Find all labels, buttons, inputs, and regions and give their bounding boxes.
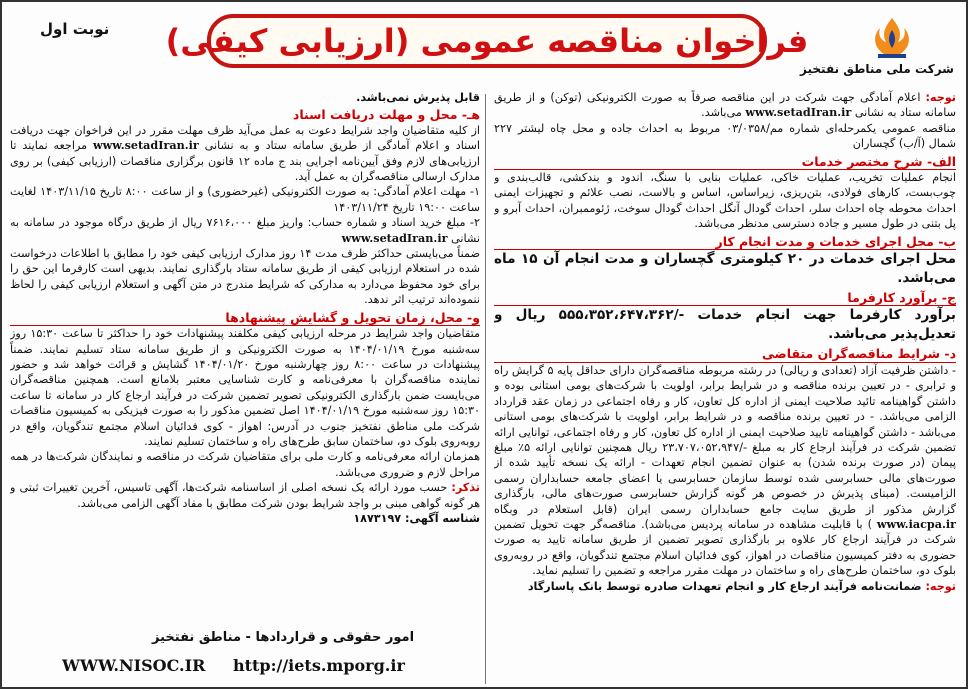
footer-links bbox=[62, 656, 462, 675]
section-d-body: - داشتن ظرفیت آزاد (تعدادی و ریالی) در رشته مربوطه مناقصه‌گران دارای حداقل پایه ۵ گرایش راه و ترابری - در تعیین برنده مناقصه و در شرایط برابر، اولویت با شرکت‌های بومی استانی بوده و داشتن گواهینامه تائید صلاحیت ایمنی از اداره کل تعاون، کار و رفاه اجتماعی در زمان عقد قرارداد الزامی می‌باشد. - در تعیین برنده مناقصه و در شرایط برابر، اولویت با شرکت‌های بومی استانی می‌باشد - داشتن گواهینامه تایید صلاحیت ایمنی از اداره کل تعاون، کار و رفاه اجتماعی، توانایی ارائه تضمین شرکت در فرآیند ارجاع کار به مبلغ -/۲۳،۷۰۷،۰۵۲،۹۴۷ ریال همچنین توانایی ارائه ۵٪ مبلغ پیمان (در صورت برنده شدن) به عنوان تضمین انجام تعهدات - ارائه یک نسخه تأیید شده از صورت‌های مالی حسابرسی شده توسط سازمان حسابرسی یا اعضای جامعه حسابداران رسمی الزامیست. (مبنای پذیرش در خصوص هر گونه گزارش حسابرسی صورت‌های مالی، بارگذاری گزارش مذکور از طریق سایت جامع حسابداران رسمی ایران (قابل استعلام در وبگاه bbox=[494, 363, 956, 516]
left-column bbox=[10, 90, 480, 688]
section-d-title: د- شرایط مناقصه‌گران متقاضی bbox=[494, 346, 956, 362]
header bbox=[2, 2, 966, 90]
iets-link[interactable]: http://iets.mporg.ir bbox=[232, 656, 405, 675]
guarantee-note-label: توجه: bbox=[925, 579, 956, 593]
section-b-title: ب- محل اجرای خدمات و مدت انجام کار bbox=[494, 234, 956, 250]
section-d-text bbox=[494, 363, 956, 579]
setad-link[interactable]: www.setadIran.ir bbox=[745, 105, 852, 120]
attention-label: توجه: bbox=[925, 91, 956, 104]
section-e-body: از کلیه متقاضیان واجد شرایط دعوت به عمل می‌آید ظرف مهلت مقرر در این فراخوان جهت دریافت اسناد و اعلام آمادگی از طریق سامانه ستاد و به نشانی bbox=[10, 123, 480, 153]
section-e-text-3: ضمناً می‌بایستی حداکثر ظرف مدت ۱۴ روز مدارک ارزیابی کیفی خود را مطابق با اطلاعات درخواست شده در استعلام ارزیابی کیفی از طریق سامانه ستاد بارگذاری نمایند. بدیهی است کارفرما این حق را برای خود محفوظ می‌دارد به مدارکی که شرایط مندرج در متن آگهی و استعلام ارزیابی کیفی را لحاظ ننموده‌اند ترتیب اثر ندهد. bbox=[10, 247, 480, 307]
attention-text: اعلام آمادگی جهت شرکت در این مناقصه صرفاً به صورت الکترونیکی (توکن) و از طریق سامانه ستاد به نشانی bbox=[494, 91, 956, 120]
section-f-title: و- محل، زمان تحویل و گشایش پیشنهادها bbox=[10, 310, 480, 326]
section-e-item-2-text: ۲- مبلغ خرید اسناد و شماره حساب: واریز مبلغ ۷۶۱۶،۰۰۰ ریال از طریق درگاه موجود در سامانه به نشانی bbox=[10, 216, 480, 245]
section-a-text: انجام عملیات تخریب، عملیات خاکی، عملیات بنایی با سنگ، اندود و بندکشی، قالب‌بندی و چوب‌بست، کارهای فولادی، بتن‌ریزی، زیراساس، اساس و بالاست، نصب علائم و تجهیزات ایمنی احداث محوطه چاه احداث سلر، احداث گودال آنگل احداث گودال سوخت، ژئوممبران، احداث آبرو و پل بتنی در طول مسیر و جاده دسترسی مدنظر می‌باشد. bbox=[494, 171, 956, 231]
iacpa-link[interactable]: www.iacpa.ir bbox=[876, 516, 956, 531]
attention-tail: می‌باشد. bbox=[701, 106, 742, 120]
reminder bbox=[10, 480, 480, 511]
section-e-item-1: ۱- مهلت اعلام آمادگی: به صورت الکترونیکی (غیرحضوری) و از ساعت ۸:۰۰ تاریخ ۱۴۰۳/۱۱/۱۵ لغایت ساعت ۱۹:۰۰ تاریخ ۱۴۰۳/۱۱/۲۴ bbox=[10, 185, 480, 214]
tender-number: مناقصه عمومی یکمرحله‌ای شماره مم/۰۳/۰۳۵۸ مربوط به احداث جاده و محل چاه لیشتر ۲۲۷ شمال (آ/ب) گچساران bbox=[494, 121, 956, 151]
section-a-title: الف- شرح مختصر خدمات bbox=[494, 154, 956, 170]
guarantee-note-text: ضمانت‌نامه فرآیند ارجاع کار و انجام تعهدات صادره توسط بانک پاسارگاد bbox=[527, 579, 922, 593]
section-b-text: محل اجرای خدمات در ۲۰ کیلومتری گچساران و مدت انجام آن ۱۵ ماه می‌باشد. bbox=[494, 251, 956, 287]
footer-organization: امور حقوقی و قراردادها - مناطق نفتخیز bbox=[152, 630, 415, 645]
notice-id: شناسه آگهی: ۱۸۷۳۱۹۷ bbox=[353, 511, 480, 525]
reminder-text: حسب مورد ارائه یک نسخه اصلی از اساسنامه شرکت‌ها، آگهی تاسیس، آخرین تغییرات ثبتی و هر گونه گواهی مبنی بر واجد شرایط بودن شرکت مطابق با مفاد آگهی الزامی می‌باشد. bbox=[10, 481, 480, 510]
company-name: شرکت ملی مناطق نفتخیز bbox=[800, 62, 954, 76]
continued-text: قابل پذیرش نمی‌باشد. bbox=[356, 91, 480, 104]
round-badge: نوبت اول bbox=[40, 20, 110, 38]
page-title: فراخوان مناقصه عمومی (ارزیابی کیفی) bbox=[165, 22, 809, 60]
title-banner bbox=[165, 14, 809, 68]
column-divider bbox=[485, 94, 486, 684]
setad-link-3[interactable]: www.setadIran.ir bbox=[341, 230, 448, 245]
guarantee-note bbox=[494, 579, 956, 594]
section-e-body-2: مراجعه نمایند تا ارزیابی‌های لازم وفق آیین‌نامه اجرایی بند ج ماده ۱۲ قانون برگزاری مناقصات (ارزیابی کیفی) بر روی مدارک ارسالی مناقصه‌گران به عمل آید. bbox=[10, 139, 480, 184]
reminder-label: تذکر: bbox=[451, 481, 480, 495]
section-e-title: هـ- محل و مهلت دریافت اسناد bbox=[292, 107, 480, 123]
right-column bbox=[494, 90, 956, 688]
section-e-text bbox=[10, 123, 480, 185]
nisoc-link[interactable]: WWW.NISOC.IR bbox=[62, 656, 206, 675]
section-f-text-2: همزمان ارائه معرفی‌نامه و کارت ملی برای متقاضیان شرکت در مناقصه و نمایندگان شرکت‌ها در همه مراحل لازم و ضروری می‌باشد. bbox=[10, 450, 480, 479]
section-d-body-2: ) با قابلیت مشاهده در سامانه پردیس می‌باشد). مناقصه‌گر جهت تحویل تضمین شرکت در فرآیند ارجاع کار علاوه بر بارگذاری تصویر تضمین از طریق سامانه تایید به صورت حضوری به دفتر کمیسیون مناقصات در اهواز، کوی فدائیان اسلام مجتمع تندگویان، واقع در روبه‌روی بلوک دو، ساختمان طرح‌های راه و ساختمان در مهلت مقرر مراجعه و تضمین را تسلیم نماید. bbox=[494, 517, 956, 578]
setad-link-2[interactable]: www.setadIran.ir bbox=[92, 138, 199, 153]
section-e-item-2 bbox=[10, 215, 480, 246]
attention-paragraph bbox=[494, 90, 956, 121]
section-c-title: ج- برآورد کارفرما bbox=[494, 290, 956, 306]
section-f-text: متقاضیان واجد شرایط در مرحله ارزیابی کیفی مکلفند پیشنهادات خود را حداکثر تا ساعت ۱۵:۳۰ روز سه‌شنبه مورخ ۱۴۰۴/۰۱/۱۹ به صورت الکترونیکی و از طریق سامانه ستاد تسلیم نمایند. ضمناً پیشنهادات در ساعت ۸:۰۰ روز چهارشنبه مورخ ۱۴۰۴/۰۱/۲۰ گشایش و قرائت خواهد شد و حضور نماینده مناقصه‌گران با معرفی‌نامه و کارت شناسایی معتبر بلامانع است. همچنین مناقصه‌گران می‌بایست ضمن بارگذاری الکترونیکی تصویر تضمین شرکت در فرآیند ارجاع کار در سامانه تا ساعت ۱۵:۳۰ روز سه‌شنبه مورخ ۱۴۰۴/۰۱/۱۹ اصل تضمین مذکور را به صورت فیزیکی به کمیسیون مناقصات شرکت ملی مناطق نفتخیز جنوب در آدرس: اهواز - کوی فدائیان اسلام مجتمع تندگویان، واقع در روبه‌روی بلوک دو، ساختمان سابق طرح‌های راه و ساختمان تسلیم نمایند. bbox=[10, 327, 480, 448]
nioc-flame-logo-icon bbox=[862, 16, 922, 60]
section-c-text: برآورد کارفرما جهت انجام خدمات -/۵۵۵،۳۵۲،۶۴۷،۳۶۲ ریال و تعدیل‌پذیر می‌باشد. bbox=[494, 307, 956, 343]
